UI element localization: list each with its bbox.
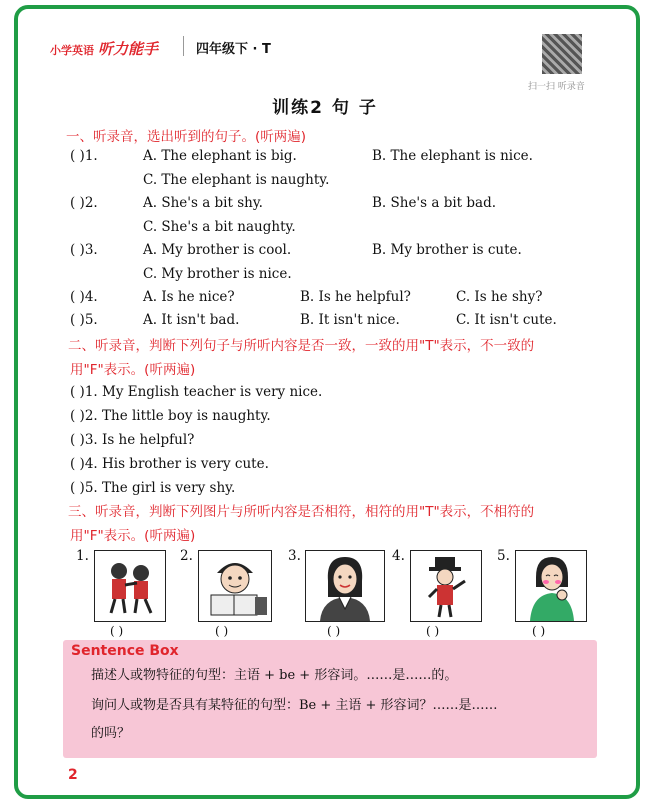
picture-2-answer[interactable]: ( ) [215,624,229,638]
picture-1-answer[interactable]: ( ) [110,624,124,638]
section2-heading-line1: 二、听录音，判断下列句子与所听内容是否一致，一致的用"T"表示，不一致的 [68,338,535,354]
sentence-box-title: Sentence Box [71,643,179,659]
picture-1-number: 1. [76,548,89,564]
header-divider [183,36,184,56]
picture-4-answer[interactable]: ( ) [426,624,440,638]
q4-number[interactable]: ( )4. [70,289,98,305]
page-number: 2 [68,767,78,783]
brand-big: 听力能手 [98,40,159,58]
brand-small: 小学英语 [50,44,94,57]
q4-option-a: A. Is he nice? [143,289,235,305]
picture-4-number: 4. [392,548,405,564]
section3-heading-line2: 用"F"表示。(听两遍) [70,528,196,544]
picture-5-answer[interactable]: ( ) [532,624,546,638]
section2-item-3[interactable]: ( )3. Is he helpful? [70,432,195,448]
page-title: 训练2 句 子 [272,98,378,118]
q1-option-a: A. The elephant is big. [143,148,297,164]
sentence-box-line-1: 描述人或物特征的句型：主语 + be + 形容词。……是……的。 [91,668,458,683]
section2-item-2[interactable]: ( )2. The little boy is naughty. [70,408,271,424]
picture-3-answer[interactable]: ( ) [327,624,341,638]
q1-option-b: B. The elephant is nice. [372,148,533,164]
q4-option-b: B. Is he helpful? [300,289,411,305]
section2-item-1[interactable]: ( )1. My English teacher is very nice. [70,384,323,400]
section2-item-4[interactable]: ( )4. His brother is very cute. [70,456,269,472]
qr-code-icon[interactable] [542,34,582,74]
section3-heading-line1: 三、听录音，判断下列图片与所听内容是否相符，相符的用"T"表示，不相符的 [68,504,535,520]
man-in-hat-icon [410,550,482,622]
q2-option-a: A. She's a bit shy. [143,195,263,211]
sentence-box-line-2: 询问人或物是否具有某特征的句型：Be + 主语 + 形容词？……是…… [91,698,498,713]
q3-option-c: C. My brother is nice. [143,266,292,282]
sentence-box [63,640,597,758]
q5-option-a: A. It isn't bad. [143,312,240,328]
picture-5-number: 5. [497,548,510,564]
sentence-box-line-3: 的吗？ [91,726,131,741]
section1-heading: 一、听录音，选出听到的句子。(听两遍) [66,129,307,145]
q5-option-c: C. It isn't cute. [456,312,557,328]
woman-portrait-icon [305,550,385,622]
picture-3-number: 3. [288,548,301,564]
q2-option-c: C. She's a bit naughty. [143,219,296,235]
shy-girl-icon [515,550,587,622]
grade-label: 四年级下 · T [196,42,271,57]
q3-option-b: B. My brother is cute. [372,242,522,258]
two-boys-fighting-icon [94,550,166,622]
picture-2-number: 2. [180,548,193,564]
q2-option-b: B. She's a bit bad. [372,195,497,211]
q4-option-c: C. Is he shy? [456,289,543,305]
section2-item-5[interactable]: ( )5. The girl is very shy. [70,480,236,496]
boy-reading-book-icon [198,550,272,622]
section2-heading-line2: 用"F"表示。(听两遍) [70,362,196,378]
qr-caption: 扫一扫 听录音 [528,82,585,92]
q1-number[interactable]: ( )1. [70,148,98,164]
q2-number[interactable]: ( )2. [70,195,98,211]
q5-option-b: B. It isn't nice. [300,312,400,328]
q1-option-c: C. The elephant is naughty. [143,172,330,188]
brand-logo [50,38,158,59]
q5-number[interactable]: ( )5. [70,312,98,328]
q3-option-a: A. My brother is cool. [143,242,292,258]
q3-number[interactable]: ( )3. [70,242,98,258]
